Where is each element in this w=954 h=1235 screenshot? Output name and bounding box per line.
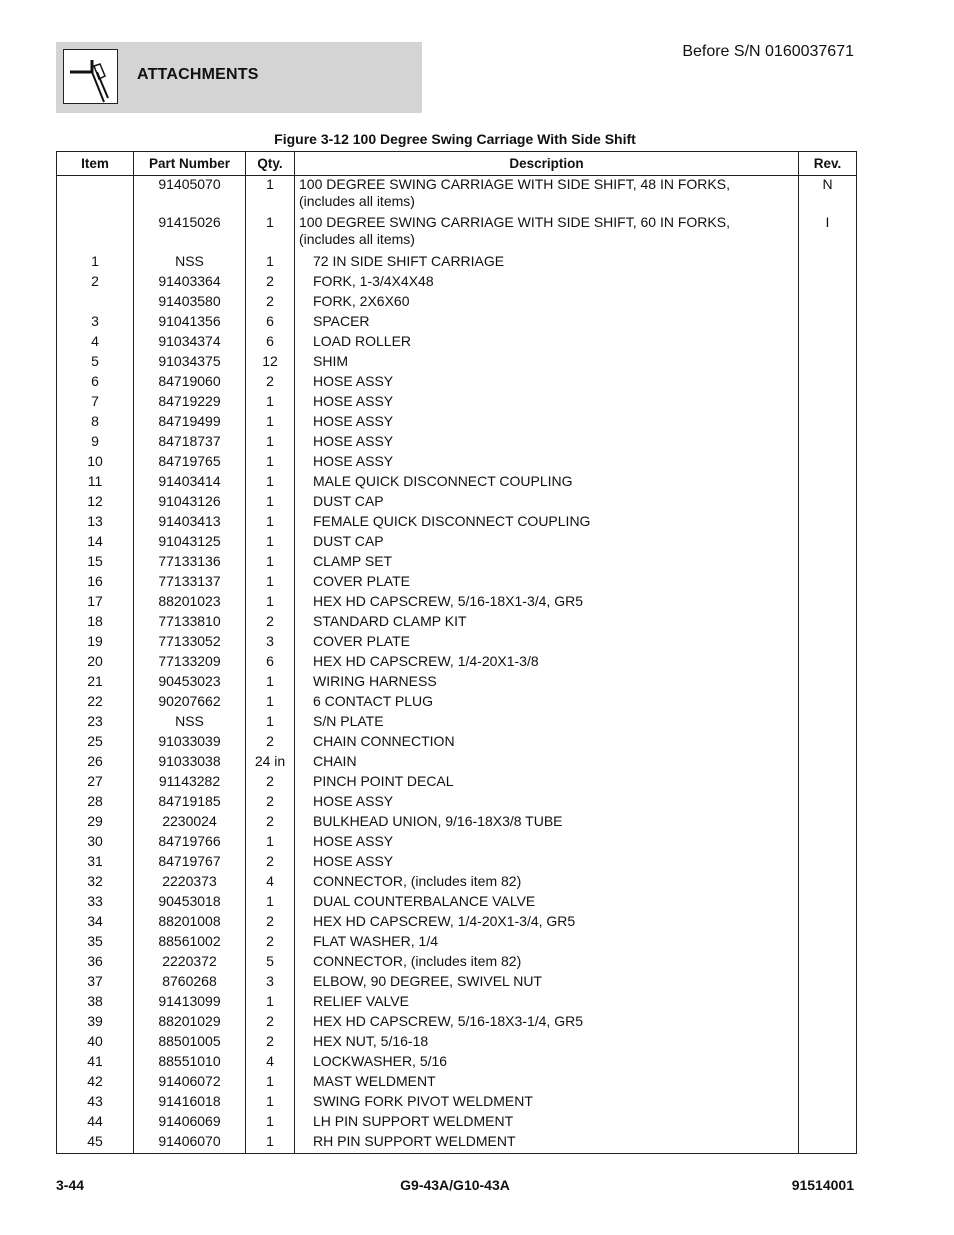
- table-row: [57, 411, 857, 431]
- description-cell: RH PIN SUPPORT WELDMENT: [295, 1131, 799, 1154]
- part-number-cell: 91143282: [134, 771, 246, 791]
- qty-cell: 1: [246, 531, 295, 551]
- qty-cell: 3: [246, 631, 295, 651]
- qty-cell: 2: [246, 1031, 295, 1051]
- description-cell: HOSE ASSY: [295, 411, 799, 431]
- rev-cell: [799, 791, 857, 811]
- table-row: [57, 1071, 857, 1091]
- description-cell: CHAIN CONNECTION: [295, 731, 799, 751]
- item-cell: 33: [57, 891, 134, 911]
- item-cell: 23: [57, 711, 134, 731]
- part-number-cell: 91406069: [134, 1111, 246, 1131]
- description-cell: RELIEF VALVE: [295, 991, 799, 1011]
- rev-cell: [799, 1051, 857, 1071]
- qty-cell: 1: [246, 511, 295, 531]
- item-cell: 40: [57, 1031, 134, 1051]
- item-cell: 14: [57, 531, 134, 551]
- rev-cell: [799, 411, 857, 431]
- qty-cell: 1: [246, 671, 295, 691]
- table-row: [57, 991, 857, 1011]
- part-number-cell: 88501005: [134, 1031, 246, 1051]
- table-header-row: [57, 152, 857, 176]
- description-cell: 100 DEGREE SWING CARRIAGE WITH SIDE SHIFT, 48 IN FORKS, (includes all items): [295, 176, 799, 214]
- description-cell: DUST CAP: [295, 491, 799, 511]
- description-cell: CONNECTOR, (includes item 82): [295, 951, 799, 971]
- description-cell: DUAL COUNTERBALANCE VALVE: [295, 891, 799, 911]
- part-number-cell: 91403364: [134, 271, 246, 291]
- description-cell: HOSE ASSY: [295, 371, 799, 391]
- description-cell: SHIM: [295, 351, 799, 371]
- table-row: [57, 871, 857, 891]
- part-number-cell: 91041356: [134, 311, 246, 331]
- qty-cell: 1: [246, 491, 295, 511]
- rev-cell: [799, 491, 857, 511]
- part-number-cell: 91406072: [134, 1071, 246, 1091]
- qty-cell: 2: [246, 811, 295, 831]
- part-number-cell: 91405070: [134, 176, 246, 214]
- part-number-cell: 84718737: [134, 431, 246, 451]
- description-cell: FLAT WASHER, 1/4: [295, 931, 799, 951]
- part-number-cell: 91043125: [134, 531, 246, 551]
- item-cell: 29: [57, 811, 134, 831]
- rev-cell: [799, 951, 857, 971]
- item-cell: 42: [57, 1071, 134, 1091]
- table-row: [57, 551, 857, 571]
- table-row: [57, 371, 857, 391]
- qty-cell: 1: [246, 251, 295, 271]
- description-cell: FEMALE QUICK DISCONNECT COUPLING: [295, 511, 799, 531]
- part-number-cell: 90453023: [134, 671, 246, 691]
- table-row: [57, 1011, 857, 1031]
- manual-number: 91514001: [791, 1177, 854, 1193]
- table-row: [57, 351, 857, 371]
- part-number-cell: 77133810: [134, 611, 246, 631]
- part-number-cell: 90207662: [134, 691, 246, 711]
- part-number-cell: 91416018: [134, 1091, 246, 1111]
- part-number-cell: 91413099: [134, 991, 246, 1011]
- table-row: [57, 491, 857, 511]
- item-cell: 11: [57, 471, 134, 491]
- qty-cell: 1: [246, 1091, 295, 1111]
- part-number-cell: 91034374: [134, 331, 246, 351]
- rev-cell: [799, 831, 857, 851]
- qty-cell: 1: [246, 471, 295, 491]
- rev-cell: [799, 611, 857, 631]
- description-cell: HOSE ASSY: [295, 391, 799, 411]
- rev-cell: [799, 471, 857, 491]
- item-cell: 21: [57, 671, 134, 691]
- part-number-cell: 91415026: [134, 213, 246, 251]
- rev-cell: [799, 771, 857, 791]
- qty-cell: 1: [246, 1071, 295, 1091]
- rev-cell: I: [799, 213, 857, 251]
- item-cell: 18: [57, 611, 134, 631]
- description-cell: FORK, 1-3/4X4X48: [295, 271, 799, 291]
- qty-cell: 12: [246, 351, 295, 371]
- rev-cell: [799, 571, 857, 591]
- item-cell: 10: [57, 451, 134, 471]
- item-cell: 32: [57, 871, 134, 891]
- qty-cell: 6: [246, 311, 295, 331]
- part-number-cell: 8760268: [134, 971, 246, 991]
- item-cell: 6: [57, 371, 134, 391]
- rev-cell: [799, 891, 857, 911]
- table-row: [57, 251, 857, 271]
- table-row: [57, 731, 857, 751]
- rev-cell: [799, 991, 857, 1011]
- part-number-cell: 84719765: [134, 451, 246, 471]
- qty-cell: 2: [246, 931, 295, 951]
- qty-cell: 2: [246, 771, 295, 791]
- parts-table-body: [57, 176, 857, 1154]
- rev-cell: [799, 551, 857, 571]
- section-title: ATTACHMENTS: [137, 66, 259, 83]
- table-row: [57, 451, 857, 471]
- description-cell: HEX HD CAPSCREW, 1/4-20X1-3/4, GR5: [295, 911, 799, 931]
- part-number-cell: 77133137: [134, 571, 246, 591]
- rev-cell: [799, 711, 857, 731]
- part-number-cell: 91403414: [134, 471, 246, 491]
- part-number-cell: 91033038: [134, 751, 246, 771]
- item-cell: 43: [57, 1091, 134, 1111]
- description-cell: 6 CONTACT PLUG: [295, 691, 799, 711]
- table-row: [57, 213, 857, 251]
- description-cell: MAST WELDMENT: [295, 1071, 799, 1091]
- description-cell: DUST CAP: [295, 531, 799, 551]
- table-row: [57, 631, 857, 651]
- item-cell: 3: [57, 311, 134, 331]
- rev-cell: [799, 591, 857, 611]
- rev-cell: [799, 631, 857, 651]
- table-row: [57, 851, 857, 871]
- part-number-cell: 77133136: [134, 551, 246, 571]
- part-number-cell: 84719185: [134, 791, 246, 811]
- table-row: [57, 271, 857, 291]
- description-cell: COVER PLATE: [295, 631, 799, 651]
- rev-cell: [799, 971, 857, 991]
- qty-cell: 6: [246, 331, 295, 351]
- table-row: [57, 391, 857, 411]
- rev-cell: [799, 311, 857, 331]
- rev-cell: [799, 1131, 857, 1154]
- item-cell: 5: [57, 351, 134, 371]
- table-row: [57, 951, 857, 971]
- qty-cell: 1: [246, 1131, 295, 1154]
- item-cell: 4: [57, 331, 134, 351]
- qty-cell: 1: [246, 431, 295, 451]
- rev-cell: [799, 391, 857, 411]
- part-number-cell: 2220373: [134, 871, 246, 891]
- item-cell: 17: [57, 591, 134, 611]
- rev-cell: N: [799, 176, 857, 214]
- part-number-cell: 77133209: [134, 651, 246, 671]
- table-row: [57, 571, 857, 591]
- item-cell: [57, 291, 134, 311]
- item-cell: 35: [57, 931, 134, 951]
- rev-cell: [799, 531, 857, 551]
- item-cell: 39: [57, 1011, 134, 1031]
- rev-cell: [799, 451, 857, 471]
- table-row: [57, 1111, 857, 1131]
- item-cell: 30: [57, 831, 134, 851]
- description-cell: COVER PLATE: [295, 571, 799, 591]
- item-cell: 36: [57, 951, 134, 971]
- forklift-attachment-icon: [63, 49, 118, 104]
- description-cell: HOSE ASSY: [295, 851, 799, 871]
- qty-cell: 1: [246, 176, 295, 214]
- qty-cell: 2: [246, 371, 295, 391]
- qty-cell: 1: [246, 991, 295, 1011]
- item-cell: 12: [57, 491, 134, 511]
- description-cell: LH PIN SUPPORT WELDMENT: [295, 1111, 799, 1131]
- description-cell: CHAIN: [295, 751, 799, 771]
- rev-cell: [799, 671, 857, 691]
- item-cell: 45: [57, 1131, 134, 1154]
- qty-cell: 1: [246, 831, 295, 851]
- description-cell: HOSE ASSY: [295, 451, 799, 471]
- table-row: [57, 1051, 857, 1071]
- table-row: [57, 671, 857, 691]
- part-number-cell: 91034375: [134, 351, 246, 371]
- table-row: [57, 751, 857, 771]
- part-number-cell: 2230024: [134, 811, 246, 831]
- description-cell: HOSE ASSY: [295, 791, 799, 811]
- item-cell: [57, 176, 134, 214]
- item-cell: 38: [57, 991, 134, 1011]
- table-row: [57, 811, 857, 831]
- rev-cell: [799, 271, 857, 291]
- qty-cell: 1: [246, 391, 295, 411]
- table-row: [57, 1131, 857, 1154]
- part-number-cell: 84719060: [134, 371, 246, 391]
- part-number-cell: 91033039: [134, 731, 246, 751]
- table-row: [57, 591, 857, 611]
- table-row: [57, 611, 857, 631]
- item-cell: 13: [57, 511, 134, 531]
- rev-cell: [799, 691, 857, 711]
- rev-cell: [799, 251, 857, 271]
- item-cell: 27: [57, 771, 134, 791]
- description-cell: MALE QUICK DISCONNECT COUPLING: [295, 471, 799, 491]
- rev-cell: [799, 511, 857, 531]
- item-cell: 44: [57, 1111, 134, 1131]
- description-cell: BULKHEAD UNION, 9/16-18X3/8 TUBE: [295, 811, 799, 831]
- rev-cell: [799, 871, 857, 891]
- item-cell: 37: [57, 971, 134, 991]
- item-cell: 31: [57, 851, 134, 871]
- description-cell: 72 IN SIDE SHIFT CARRIAGE: [295, 251, 799, 271]
- part-number-cell: 91043126: [134, 491, 246, 511]
- part-number-cell: 84719499: [134, 411, 246, 431]
- rev-cell: [799, 931, 857, 951]
- qty-cell: 2: [246, 271, 295, 291]
- description-cell: LOAD ROLLER: [295, 331, 799, 351]
- table-row: [57, 291, 857, 311]
- qty-cell: 4: [246, 871, 295, 891]
- part-number-cell: 90453018: [134, 891, 246, 911]
- description-cell: STANDARD CLAMP KIT: [295, 611, 799, 631]
- figure-caption: Figure 3-12 100 Degree Swing Carriage With Side Shift: [274, 131, 636, 147]
- description-cell: HEX HD CAPSCREW, 5/16-18X3-1/4, GR5: [295, 1011, 799, 1031]
- qty-cell: 4: [246, 1051, 295, 1071]
- description-cell: HOSE ASSY: [295, 431, 799, 451]
- column-header-item: Item: [57, 152, 134, 176]
- description-cell: CLAMP SET: [295, 551, 799, 571]
- table-row: [57, 511, 857, 531]
- rev-cell: [799, 1111, 857, 1131]
- rev-cell: [799, 331, 857, 351]
- description-cell: CONNECTOR, (includes item 82): [295, 871, 799, 891]
- part-number-cell: NSS: [134, 251, 246, 271]
- column-header-part-number: Part Number: [134, 152, 246, 176]
- rev-cell: [799, 911, 857, 931]
- rev-cell: [799, 1071, 857, 1091]
- qty-cell: 2: [246, 791, 295, 811]
- rev-cell: [799, 751, 857, 771]
- serial-number-note: Before S/N 0160037671: [682, 43, 854, 60]
- part-number-cell: 77133052: [134, 631, 246, 651]
- item-cell: 8: [57, 411, 134, 431]
- description-cell: HEX HD CAPSCREW, 1/4-20X1-3/8: [295, 651, 799, 671]
- qty-cell: 3: [246, 971, 295, 991]
- description-cell: WIRING HARNESS: [295, 671, 799, 691]
- item-cell: 20: [57, 651, 134, 671]
- item-cell: [57, 213, 134, 251]
- qty-cell: 1: [246, 213, 295, 251]
- item-cell: 16: [57, 571, 134, 591]
- qty-cell: 2: [246, 1011, 295, 1031]
- table-row: [57, 971, 857, 991]
- qty-cell: 1: [246, 551, 295, 571]
- table-row: [57, 1031, 857, 1051]
- item-cell: 41: [57, 1051, 134, 1071]
- rev-cell: [799, 1011, 857, 1031]
- qty-cell: 1: [246, 411, 295, 431]
- table-row: [57, 831, 857, 851]
- qty-cell: 24 in: [246, 751, 295, 771]
- description-cell: PINCH POINT DECAL: [295, 771, 799, 791]
- part-number-cell: 91403413: [134, 511, 246, 531]
- description-cell: SPACER: [295, 311, 799, 331]
- description-cell: 100 DEGREE SWING CARRIAGE WITH SIDE SHIFT, 60 IN FORKS, (includes all items): [295, 213, 799, 251]
- part-number-cell: 88201023: [134, 591, 246, 611]
- table-row: [57, 911, 857, 931]
- qty-cell: 2: [246, 851, 295, 871]
- table-row: [57, 311, 857, 331]
- column-header-description: Description: [295, 152, 799, 176]
- rev-cell: [799, 351, 857, 371]
- column-header-qty: Qty.: [246, 152, 295, 176]
- part-number-cell: 91406070: [134, 1131, 246, 1154]
- qty-cell: 1: [246, 1111, 295, 1131]
- rev-cell: [799, 431, 857, 451]
- qty-cell: 6: [246, 651, 295, 671]
- qty-cell: 5: [246, 951, 295, 971]
- qty-cell: 2: [246, 911, 295, 931]
- description-cell: ELBOW, 90 DEGREE, SWIVEL NUT: [295, 971, 799, 991]
- item-cell: 19: [57, 631, 134, 651]
- column-header-rev: Rev.: [799, 152, 857, 176]
- table-row: [57, 771, 857, 791]
- part-number-cell: 84719767: [134, 851, 246, 871]
- item-cell: 26: [57, 751, 134, 771]
- table-row: [57, 431, 857, 451]
- qty-cell: 1: [246, 591, 295, 611]
- table-row: [57, 176, 857, 214]
- rev-cell: [799, 811, 857, 831]
- table-row: [57, 1091, 857, 1111]
- part-number-cell: 88561002: [134, 931, 246, 951]
- rev-cell: [799, 1091, 857, 1111]
- table-row: [57, 531, 857, 551]
- item-cell: 34: [57, 911, 134, 931]
- qty-cell: 1: [246, 891, 295, 911]
- table-row: [57, 711, 857, 731]
- qty-cell: 1: [246, 571, 295, 591]
- page-number: 3-44: [56, 1177, 85, 1193]
- item-cell: 7: [57, 391, 134, 411]
- parts-table: [56, 151, 857, 1154]
- description-cell: HEX NUT, 5/16-18: [295, 1031, 799, 1051]
- table-row: [57, 651, 857, 671]
- rev-cell: [799, 1031, 857, 1051]
- item-cell: 1: [57, 251, 134, 271]
- qty-cell: 1: [246, 711, 295, 731]
- table-row: [57, 331, 857, 351]
- qty-cell: 2: [246, 611, 295, 631]
- qty-cell: 2: [246, 731, 295, 751]
- description-cell: S/N PLATE: [295, 711, 799, 731]
- rev-cell: [799, 371, 857, 391]
- table-row: [57, 691, 857, 711]
- qty-cell: 2: [246, 291, 295, 311]
- table-row: [57, 471, 857, 491]
- table-row: [57, 931, 857, 951]
- rev-cell: [799, 731, 857, 751]
- model-number: G9-43A/G10-43A: [400, 1177, 510, 1193]
- rev-cell: [799, 291, 857, 311]
- description-cell: HEX HD CAPSCREW, 5/16-18X1-3/4, GR5: [295, 591, 799, 611]
- table-row: [57, 791, 857, 811]
- description-cell: HOSE ASSY: [295, 831, 799, 851]
- item-cell: 2: [57, 271, 134, 291]
- item-cell: 9: [57, 431, 134, 451]
- part-number-cell: 84719766: [134, 831, 246, 851]
- qty-cell: 1: [246, 691, 295, 711]
- part-number-cell: 88551010: [134, 1051, 246, 1071]
- part-number-cell: 2220372: [134, 951, 246, 971]
- part-number-cell: 84719229: [134, 391, 246, 411]
- part-number-cell: NSS: [134, 711, 246, 731]
- rev-cell: [799, 651, 857, 671]
- table-row: [57, 891, 857, 911]
- item-cell: 22: [57, 691, 134, 711]
- item-cell: 28: [57, 791, 134, 811]
- part-number-cell: 88201008: [134, 911, 246, 931]
- description-cell: LOCKWASHER, 5/16: [295, 1051, 799, 1071]
- part-number-cell: 91403580: [134, 291, 246, 311]
- description-cell: SWING FORK PIVOT WELDMENT: [295, 1091, 799, 1111]
- item-cell: 15: [57, 551, 134, 571]
- part-number-cell: 88201029: [134, 1011, 246, 1031]
- rev-cell: [799, 851, 857, 871]
- qty-cell: 1: [246, 451, 295, 471]
- description-cell: FORK, 2X6X60: [295, 291, 799, 311]
- item-cell: 25: [57, 731, 134, 751]
